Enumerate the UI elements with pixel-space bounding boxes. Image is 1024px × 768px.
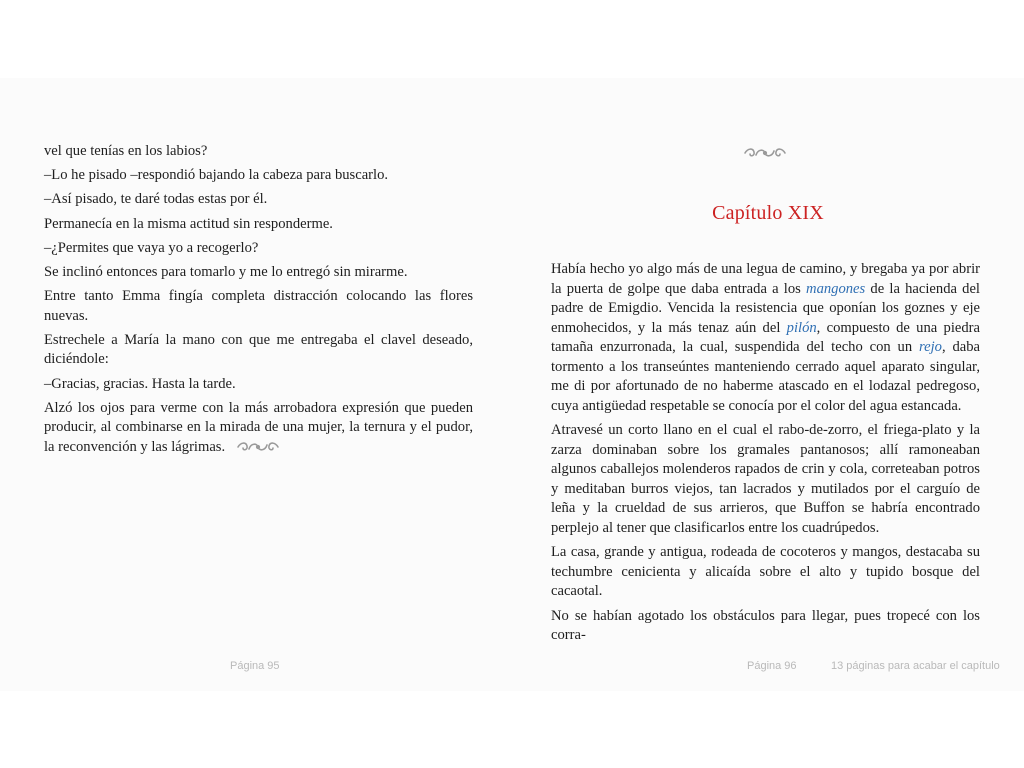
left-page-text (44, 142, 473, 462)
chapter-title: Capítulo XIX (712, 202, 824, 224)
page-number: Página 96 (747, 660, 797, 672)
paragraph: Alzó los ojos para verme con la más arrobadora expresión que pueden producir, al combinarse en la mirada de una mujer, la ternura y el pudor, la reconvención y las lágrimas. (44, 399, 473, 455)
pages-left-in-chapter: 13 páginas para acabar el capítulo (831, 660, 1000, 672)
paragraph: –Gracias, gracias. Hasta la tarde. (44, 375, 236, 392)
fleuron-ornament-icon (236, 440, 280, 454)
right-page[interactable] (512, 78, 1024, 691)
page-number: Página 95 (230, 660, 280, 672)
paragraph: –Así pisado, te daré todas estas por él. (44, 191, 268, 208)
book-spread (0, 78, 1024, 691)
paragraph (551, 260, 980, 416)
text-run: , compuesto de una piedra tamaña enzurronada, la cual, suspendida del techo con un (551, 319, 980, 355)
paragraph: Atravesé un corto llano en el cual el rabo-de-zorro, el friega-plato y la zarza dominaban sobre los gramales pantanosos; allí ramoneaban algunos caballejos molenderos rapados de crin y cola, correteaban potros y meditaban burros viejos, tan lacrados y mutilados por el carguío de leña y la crueldad de sus arrieros, que Buffon se habría encontrado perplejo al tener que clasificarlos entre los cuadrúpedos. (551, 422, 980, 536)
paragraph: Entre tanto Emma fingía completa distracción colocando las flores nuevas. (44, 288, 473, 324)
glossary-link-pilon[interactable]: pilón (786, 319, 817, 336)
paragraph: –Lo he pisado –respondió bajando la cabeza para buscarlo. (44, 167, 389, 184)
text-run: , daba tormento a los transeúntes manteniendo cerrado aquel aparato singular, me di por afortunado de no haberme atascado en el lodazal pedregoso, cuya antigüedad respetable se conocía por el color del agua estancada. (551, 339, 980, 414)
right-page-text (551, 260, 980, 651)
fleuron-ornament-icon (743, 146, 787, 160)
paragraph: –¿Permites que vaya yo a recogerlo? (44, 239, 259, 256)
paragraph: No se habían agotado los obstáculos para llegar, pues tropecé con los corra- (551, 607, 980, 643)
paragraph: Permanecía en la misma actitud sin responderme. (44, 215, 333, 232)
paragraph: Se inclinó entonces para tomarlo y me lo entregó sin mirarme. (44, 263, 408, 280)
glossary-link-mangones[interactable]: mangones (806, 280, 866, 297)
left-page[interactable] (0, 78, 512, 691)
text-run: de la hacienda del padre de Emigdio. Vencida la resistencia que oponían los goznes y eje enmohecidos, y la más tenaz aún del (551, 280, 980, 336)
text-run: Había hecho yo algo más de una legua de camino, y bregaba ya por abrir la puerta de golpe que daba entrada a los (551, 261, 980, 297)
paragraph: vel que tenías en los labios? (44, 143, 208, 159)
glossary-link-rejo[interactable]: rejo (918, 339, 942, 355)
paragraph: La casa, grande y antigua, rodeada de cocoteros y mangos, destacaba su techumbre cenicienta y alicaída sobre el alto y tupido bosque del cacaotal. (551, 544, 980, 599)
paragraph: Estrechele a María la mano con que me entregaba el clavel deseado, diciéndole: (44, 331, 473, 368)
